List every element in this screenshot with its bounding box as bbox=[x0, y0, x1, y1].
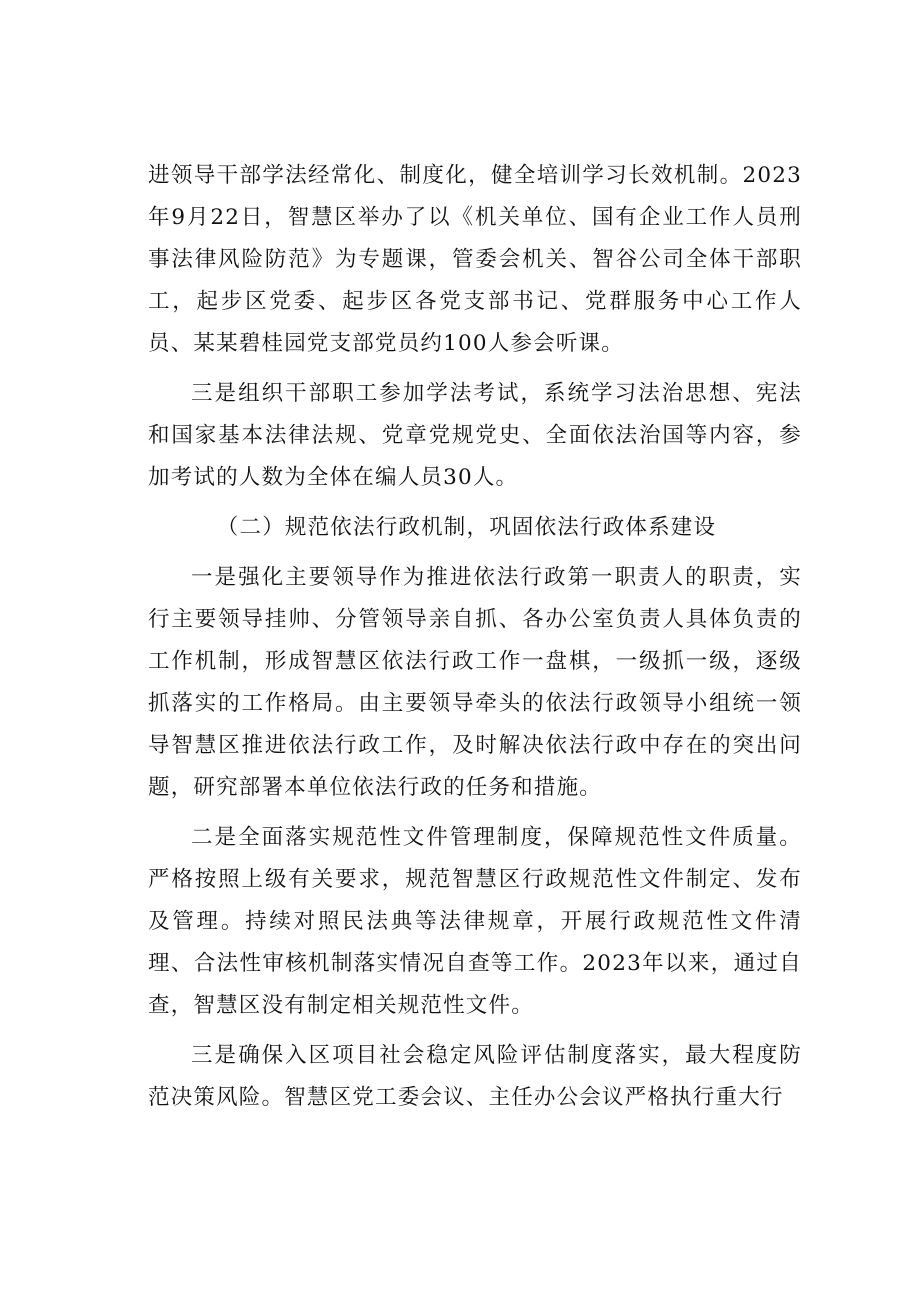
paragraph-law-exam: 三是组织干部职工参加学法考试，系统学习法治思想、宪法和国家基本法律法规、党章党规党史、全面依法治国等内容，参加考试的人数为全体在编人员30人。 bbox=[148, 381, 802, 490]
paragraph-training-event: 进领导干部学法经常化、制度化，健全培训学习长效机制。2023年9月22日，智慧区举办了以《机关单位、国有企业工作人员刑事法律风险防范》为专题课，管委会机关、智谷公司全体干部职工，起步区党委、起步区各党支部书记、党群服务中心工作人员、某某碧桂园党支部党员约100人参会听课。 bbox=[148, 163, 802, 356]
paragraph-risk-assessment: 三是确保入区项目社会稳定风险评估制度落实，最大程度防范决策风险。智慧区党工委会议、主任办公会议严格执行重大行 bbox=[148, 1043, 802, 1110]
document-page bbox=[148, 155, 802, 1127]
paragraph-leadership-responsibility: 一是强化主要领导作为推进依法行政第一职责人的职责，实行主要领导挂帅、分管领导亲自抓、各办公室负责人具体负责的工作机制，形成智慧区依法行政工作一盘棋，一级抓一级，逐级抓落实的工作格局。由主要领导牵头的依法行政领导小组统一领导智慧区推进依法行政工作，及时解决依法行政中存在的突出问题，研究部署本单位依法行政的任务和措施。 bbox=[148, 565, 802, 800]
paragraph-normative-documents: 二是全面落实规范性文件管理制度，保障规范性文件质量。严格按照上级有关要求，规范智慧区行政规范性文件制定、发布及管理。持续对照民法典等法律规章，开展行政规范性文件清理、合法性审核机制落实情况自查等工作。2023年以来，通过自查，智慧区没有制定相关规范性文件。 bbox=[148, 825, 802, 1018]
section-heading-administrative-mechanism: （二）规范依法行政机制，巩固依法行政体系建设 bbox=[216, 515, 717, 540]
